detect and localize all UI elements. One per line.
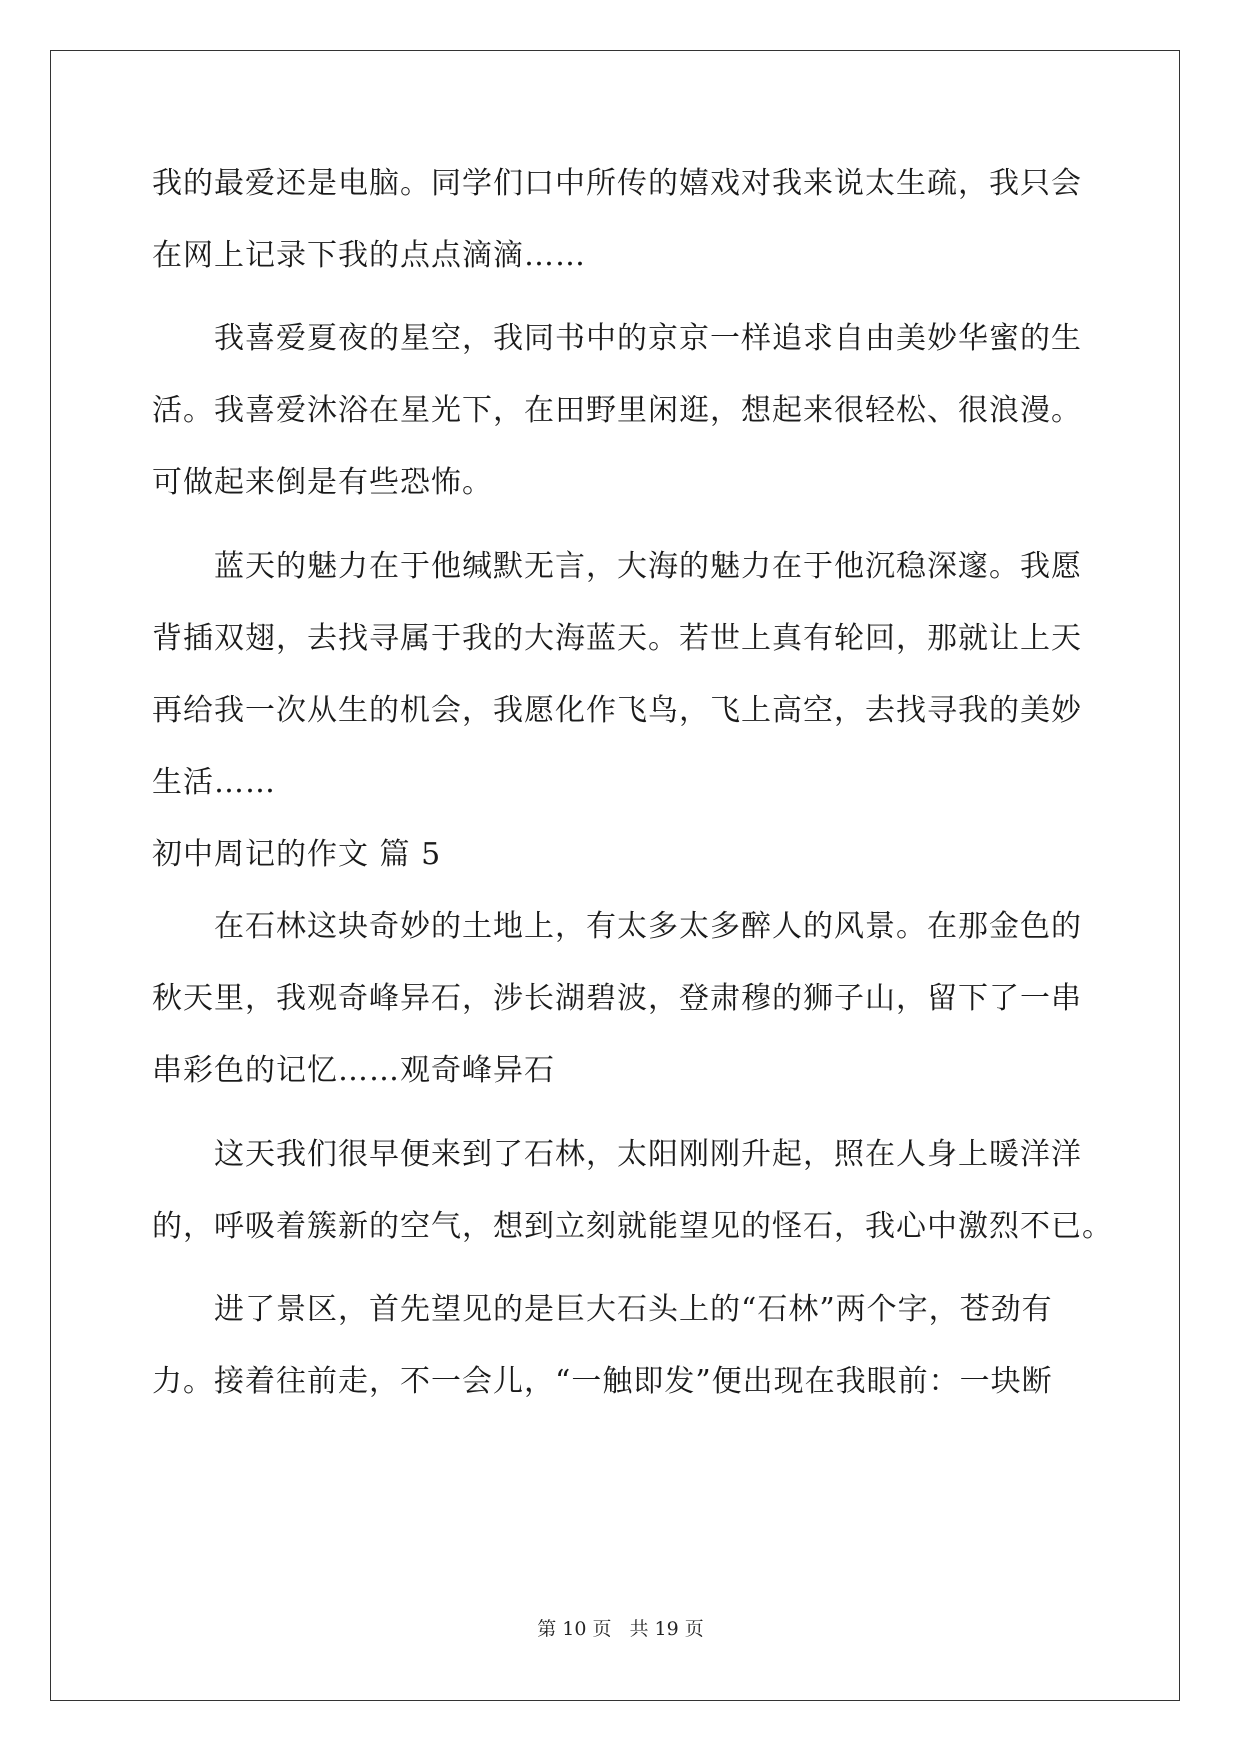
page-footer (0, 1614, 1241, 1641)
section-heading: 初中周记的作文 篇 5 (152, 837, 442, 872)
page-total: 共 19 页 (629, 1618, 704, 1640)
text-line: 在石林这块奇妙的土地上，有太多太多醉人的风景。在那金色的 (214, 909, 1082, 944)
text-line: 进了景区，首先望见的是巨大石头上的“石林”两个字，苍劲有 (214, 1292, 1053, 1327)
text-line: 背插双翅，去找寻属于我的大海蓝天。若世上真有轮回，那就让上天 (152, 621, 1082, 656)
text-line: 可做起来倒是有些恐怖。 (152, 465, 493, 500)
text-line: 再给我一次从生的机会，我愿化作飞鸟，飞上高空，去找寻我的美妙 (152, 693, 1082, 728)
text-line: 蓝天的魅力在于他缄默无言，大海的魅力在于他沉稳深邃。我愿 (214, 549, 1082, 584)
text-line: 我喜爱夏夜的星空，我同书中的京京一样追求自由美妙华蜜的生 (214, 321, 1082, 356)
text-line: 力。接着往前走，不一会儿，“一触即发”便出现在我眼前：一块断 (152, 1364, 1053, 1399)
text-line: 的，呼吸着簇新的空气，想到立刻就能望见的怪石，我心中激烈不已。 (152, 1209, 1113, 1244)
page-number: 第 10 页 (537, 1618, 612, 1640)
text-line: 串彩色的记忆……观奇峰异石 (152, 1053, 555, 1088)
text-line: 生活…… (152, 765, 276, 800)
text-line: 活。我喜爱沐浴在星光下，在田野里闲逛，想起来很轻松、很浪漫。 (152, 393, 1082, 428)
text-line: 我的最爱还是电脑。同学们口中所传的嬉戏对我来说太生疏，我只会 (152, 166, 1082, 201)
text-line: 秋天里，我观奇峰异石，涉长湖碧波，登肃穆的狮子山，留下了一串 (152, 981, 1082, 1016)
page-border (50, 50, 1180, 1701)
text-line: 这天我们很早便来到了石林，太阳刚刚升起，照在人身上暖洋洋 (214, 1137, 1082, 1172)
text-line: 在网上记录下我的点点滴滴…… (152, 238, 586, 273)
